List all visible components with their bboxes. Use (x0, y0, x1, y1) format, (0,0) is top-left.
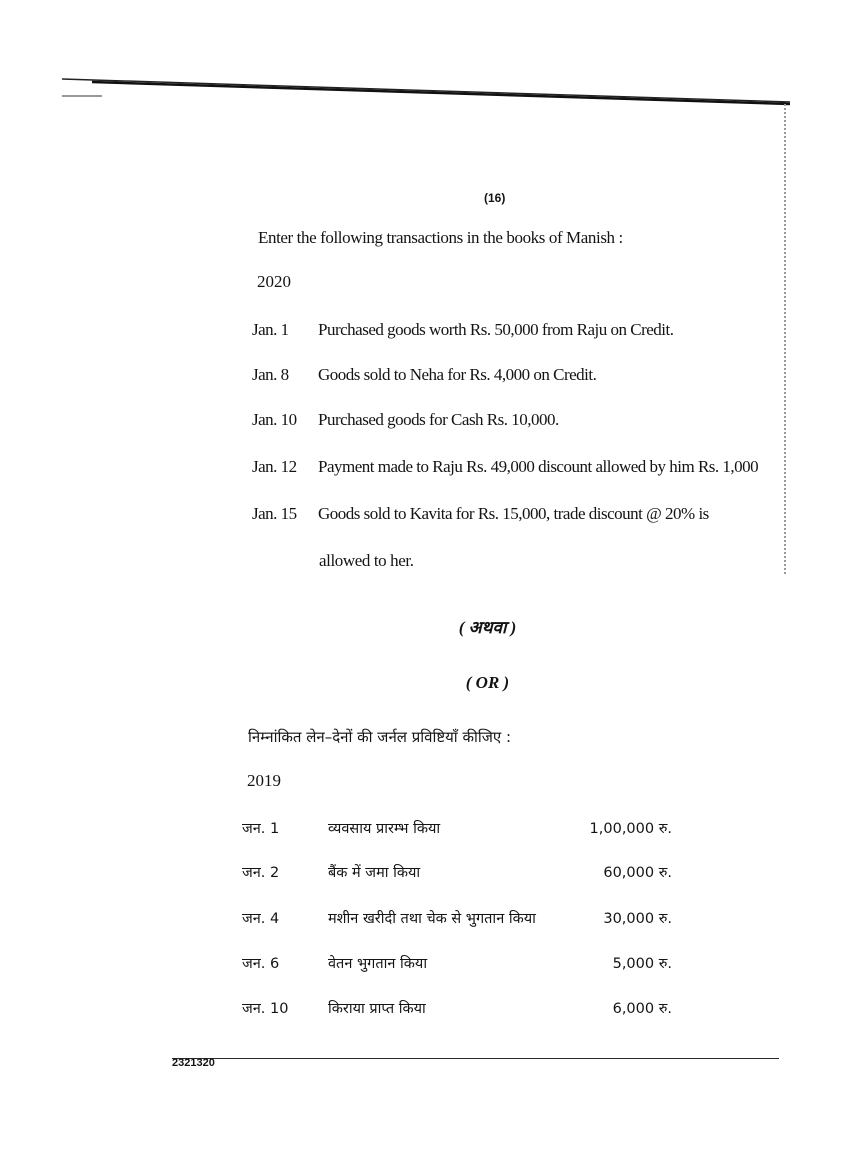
transaction-text: Goods sold to Kavita for Rs. 15,000, trade discount @ 20% is (318, 504, 709, 523)
transaction-date: Jan. 15 (252, 504, 297, 523)
transaction-row (252, 365, 792, 385)
header-rule (62, 76, 792, 110)
transaction-text: Purchased goods worth Rs. 50,000 from Raju on Credit. (318, 320, 674, 339)
question-instruction: Enter the following transactions in the books of Manish : (258, 228, 623, 247)
footer-rule (172, 1058, 779, 1059)
transaction-text: Payment made to Raju Rs. 49,000 discount allowed by him Rs. 1,000 (318, 457, 759, 476)
or-separator-english: ( OR ) (465, 673, 510, 692)
hindi-transaction-text: वेतन भुगतान किया (328, 956, 428, 972)
hindi-transaction-amount: 5,000 रु. (612, 956, 672, 972)
transaction-date: Jan. 8 (252, 365, 289, 384)
hindi-transaction-text: किराया प्राप्त किया (328, 1001, 426, 1017)
hindi-transaction-amount: 1,00,000 रु. (589, 821, 672, 837)
transaction-date: Jan. 10 (252, 410, 297, 429)
hindi-transaction-date: जन. 10 (242, 1001, 289, 1017)
hindi-transaction-text: मशीन खरीदी तथा चेक से भुगतान किया (328, 911, 536, 927)
transaction-row (252, 457, 792, 477)
transaction-row (252, 410, 792, 430)
transaction-row (252, 320, 792, 340)
hindi-instruction: निम्नांकित लेन–देनों की जर्नल प्रविष्टियाँ कीजिए : (248, 728, 511, 746)
hindi-transaction-date: जन. 4 (242, 911, 280, 927)
transaction-text: Goods sold to Neha for Rs. 4,000 on Credit. (318, 365, 597, 384)
hindi-transaction-amount: 6,000 रु. (612, 1001, 672, 1017)
hindi-transaction-date: जन. 2 (242, 865, 280, 881)
hindi-transaction-date: जन. 1 (242, 821, 280, 837)
transaction-date: Jan. 1 (252, 320, 289, 339)
transaction-continuation: allowed to her. (319, 551, 414, 570)
transaction-row (252, 504, 792, 524)
hindi-year-heading: 2019 (247, 771, 281, 790)
hindi-transaction-text: बैंक में जमा किया (328, 865, 421, 881)
page-number: (16) (484, 191, 506, 205)
hindi-transaction-date: जन. 6 (242, 956, 280, 972)
transaction-text: Purchased goods for Cash Rs. 10,000. (318, 410, 559, 429)
paper-code: 2321320 (172, 1057, 215, 1069)
hindi-transaction-amount: 60,000 रु. (603, 865, 672, 881)
transaction-date: Jan. 12 (252, 457, 297, 476)
or-separator-hindi: ( अथवा ) (458, 618, 517, 637)
year-heading: 2020 (257, 272, 291, 291)
hindi-transaction-text: व्यवसाय प्रारम्भ किया (328, 821, 441, 837)
hindi-transaction-amount: 30,000 रु. (603, 911, 672, 927)
